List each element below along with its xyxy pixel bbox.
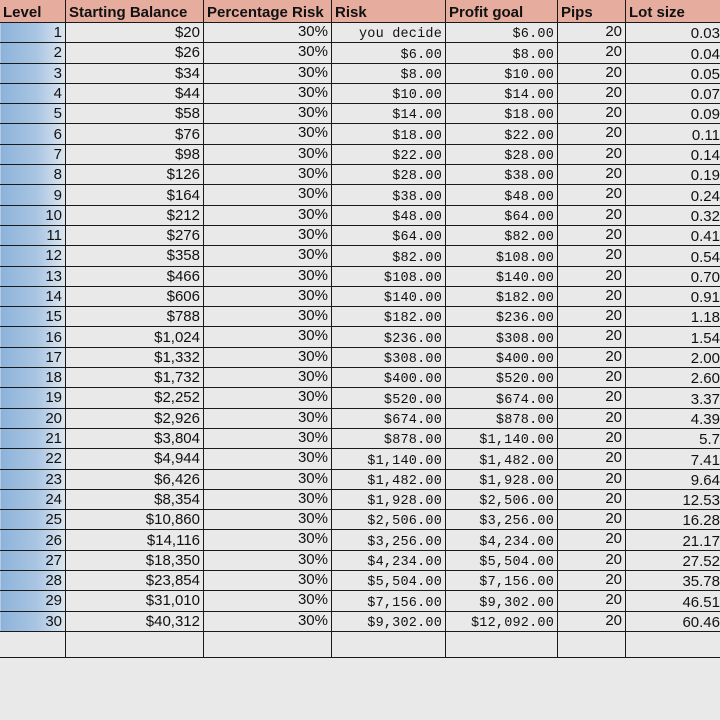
cell-risk[interactable]: $4,234.00 bbox=[332, 550, 446, 570]
cell-level[interactable]: 13 bbox=[0, 266, 66, 286]
cell-percentage-risk[interactable]: 30% bbox=[204, 489, 332, 509]
cell-pips[interactable]: 20 bbox=[558, 368, 626, 388]
table-row bbox=[0, 347, 720, 367]
cell-level[interactable]: 22 bbox=[0, 449, 66, 469]
cell-percentage-risk[interactable]: 30% bbox=[204, 550, 332, 570]
cell-starting-balance[interactable]: $358 bbox=[66, 246, 204, 266]
cell-pips[interactable]: 20 bbox=[558, 571, 626, 591]
cell-starting-balance[interactable]: $58 bbox=[66, 104, 204, 124]
cell-profit-goal[interactable]: $12,092.00 bbox=[446, 611, 558, 631]
cell-pips[interactable]: 20 bbox=[558, 428, 626, 448]
cell-risk[interactable]: $8.00 bbox=[332, 63, 446, 83]
cell-risk[interactable]: $14.00 bbox=[332, 104, 446, 124]
cell-level[interactable]: 18 bbox=[0, 368, 66, 388]
cell-risk[interactable]: $1,482.00 bbox=[332, 469, 446, 489]
cell-pips[interactable]: 20 bbox=[558, 185, 626, 205]
cell-risk[interactable]: $28.00 bbox=[332, 165, 446, 185]
table-row bbox=[0, 104, 720, 124]
empty-row bbox=[0, 631, 720, 657]
table-row bbox=[0, 388, 720, 408]
cell-level[interactable]: 24 bbox=[0, 489, 66, 509]
cell-level[interactable]: 20 bbox=[0, 408, 66, 428]
cell-pips[interactable]: 20 bbox=[558, 469, 626, 489]
empty-cell[interactable] bbox=[558, 631, 626, 657]
cell-starting-balance[interactable]: $606 bbox=[66, 286, 204, 306]
cell-starting-balance[interactable]: $1,332 bbox=[66, 347, 204, 367]
cell-percentage-risk[interactable]: 30% bbox=[204, 388, 332, 408]
cell-lot-size[interactable]: 5.7 bbox=[626, 428, 720, 448]
cell-profit-goal[interactable]: $14.00 bbox=[446, 83, 558, 103]
table-row bbox=[0, 63, 720, 83]
cell-level[interactable]: 15 bbox=[0, 307, 66, 327]
cell-risk[interactable]: $236.00 bbox=[332, 327, 446, 347]
cell-profit-goal[interactable]: $38.00 bbox=[446, 165, 558, 185]
cell-percentage-risk[interactable]: 30% bbox=[204, 205, 332, 225]
cell-pips[interactable]: 20 bbox=[558, 63, 626, 83]
empty-cell[interactable] bbox=[446, 631, 558, 657]
cell-percentage-risk[interactable]: 30% bbox=[204, 571, 332, 591]
cell-percentage-risk[interactable]: 30% bbox=[204, 185, 332, 205]
cell-risk[interactable]: $140.00 bbox=[332, 286, 446, 306]
table-row bbox=[0, 510, 720, 530]
cell-percentage-risk[interactable]: 30% bbox=[204, 347, 332, 367]
cell-lot-size[interactable]: 16.28 bbox=[626, 510, 720, 530]
cell-risk[interactable]: $400.00 bbox=[332, 368, 446, 388]
cell-pips[interactable]: 20 bbox=[558, 225, 626, 245]
header-row bbox=[0, 0, 720, 23]
cell-starting-balance[interactable]: $8,354 bbox=[66, 489, 204, 509]
cell-lot-size[interactable]: 0.11 bbox=[626, 124, 720, 144]
cell-risk[interactable]: $674.00 bbox=[332, 408, 446, 428]
cell-profit-goal[interactable]: $140.00 bbox=[446, 266, 558, 286]
table-row bbox=[0, 550, 720, 570]
cell-pips[interactable]: 20 bbox=[558, 327, 626, 347]
cell-profit-goal[interactable]: $6.00 bbox=[446, 23, 558, 43]
cell-lot-size[interactable]: 4.39 bbox=[626, 408, 720, 428]
cell-pips[interactable]: 20 bbox=[558, 408, 626, 428]
table-row bbox=[0, 246, 720, 266]
cell-profit-goal[interactable]: $308.00 bbox=[446, 327, 558, 347]
cell-profit-goal[interactable]: $48.00 bbox=[446, 185, 558, 205]
cell-starting-balance[interactable]: $466 bbox=[66, 266, 204, 286]
cell-risk[interactable]: $38.00 bbox=[332, 185, 446, 205]
table-row bbox=[0, 489, 720, 509]
cell-level[interactable]: 3 bbox=[0, 63, 66, 83]
cell-profit-goal[interactable]: $108.00 bbox=[446, 246, 558, 266]
cell-profit-goal[interactable]: $22.00 bbox=[446, 124, 558, 144]
cell-percentage-risk[interactable]: 30% bbox=[204, 225, 332, 245]
cell-starting-balance[interactable]: $40,312 bbox=[66, 611, 204, 631]
cell-level[interactable]: 6 bbox=[0, 124, 66, 144]
cell-risk[interactable]: $82.00 bbox=[332, 246, 446, 266]
cell-starting-balance[interactable]: $10,860 bbox=[66, 510, 204, 530]
cell-percentage-risk[interactable]: 30% bbox=[204, 144, 332, 164]
cell-percentage-risk[interactable]: 30% bbox=[204, 246, 332, 266]
header-pips[interactable]: Pips bbox=[558, 0, 626, 23]
cell-risk[interactable]: $9,302.00 bbox=[332, 611, 446, 631]
cell-percentage-risk[interactable]: 30% bbox=[204, 408, 332, 428]
cell-starting-balance[interactable]: $98 bbox=[66, 144, 204, 164]
cell-level[interactable]: 30 bbox=[0, 611, 66, 631]
cell-lot-size[interactable]: 27.52 bbox=[626, 550, 720, 570]
cell-starting-balance[interactable]: $3,804 bbox=[66, 428, 204, 448]
cell-lot-size[interactable]: 0.14 bbox=[626, 144, 720, 164]
header-profit-goal[interactable]: Profit goal bbox=[446, 0, 558, 23]
cell-starting-balance[interactable]: $14,116 bbox=[66, 530, 204, 550]
cell-percentage-risk[interactable]: 30% bbox=[204, 43, 332, 63]
cell-starting-balance[interactable]: $2,252 bbox=[66, 388, 204, 408]
cell-percentage-risk[interactable]: 30% bbox=[204, 611, 332, 631]
cell-level[interactable]: 16 bbox=[0, 327, 66, 347]
empty-cell[interactable] bbox=[66, 631, 204, 657]
cell-risk[interactable]: $48.00 bbox=[332, 205, 446, 225]
cell-percentage-risk[interactable]: 30% bbox=[204, 286, 332, 306]
header-starting-balance[interactable]: Starting Balance bbox=[66, 0, 204, 23]
cell-risk[interactable]: $5,504.00 bbox=[332, 571, 446, 591]
cell-lot-size[interactable]: 35.78 bbox=[626, 571, 720, 591]
cell-lot-size[interactable]: 1.54 bbox=[626, 327, 720, 347]
table-row bbox=[0, 124, 720, 144]
table-row bbox=[0, 165, 720, 185]
cell-profit-goal[interactable]: $4,234.00 bbox=[446, 530, 558, 550]
cell-starting-balance[interactable]: $34 bbox=[66, 63, 204, 83]
cell-profit-goal[interactable]: $1,928.00 bbox=[446, 469, 558, 489]
cell-lot-size[interactable]: 46.51 bbox=[626, 591, 720, 611]
cell-pips[interactable]: 20 bbox=[558, 286, 626, 306]
table-row bbox=[0, 23, 720, 43]
cell-profit-goal[interactable]: $28.00 bbox=[446, 144, 558, 164]
cell-profit-goal[interactable]: $674.00 bbox=[446, 388, 558, 408]
cell-pips[interactable]: 20 bbox=[558, 611, 626, 631]
cell-level[interactable]: 12 bbox=[0, 246, 66, 266]
cell-pips[interactable]: 20 bbox=[558, 144, 626, 164]
cell-lot-size[interactable]: 0.41 bbox=[626, 225, 720, 245]
table-row bbox=[0, 611, 720, 631]
table-row bbox=[0, 266, 720, 286]
cell-percentage-risk[interactable]: 30% bbox=[204, 591, 332, 611]
cell-percentage-risk[interactable]: 30% bbox=[204, 63, 332, 83]
cell-level[interactable]: 2 bbox=[0, 43, 66, 63]
cell-starting-balance[interactable]: $212 bbox=[66, 205, 204, 225]
table-row bbox=[0, 43, 720, 63]
cell-risk[interactable]: $7,156.00 bbox=[332, 591, 446, 611]
cell-lot-size[interactable]: 3.37 bbox=[626, 388, 720, 408]
cell-percentage-risk[interactable]: 30% bbox=[204, 449, 332, 469]
cell-lot-size[interactable]: 0.05 bbox=[626, 63, 720, 83]
cell-profit-goal[interactable]: $18.00 bbox=[446, 104, 558, 124]
table-row bbox=[0, 205, 720, 225]
cell-lot-size[interactable]: 0.07 bbox=[626, 83, 720, 103]
cell-lot-size[interactable]: 0.09 bbox=[626, 104, 720, 124]
cell-percentage-risk[interactable]: 30% bbox=[204, 469, 332, 489]
cell-pips[interactable]: 20 bbox=[558, 550, 626, 570]
cell-lot-size[interactable]: 7.41 bbox=[626, 449, 720, 469]
cell-percentage-risk[interactable]: 30% bbox=[204, 124, 332, 144]
cell-lot-size[interactable]: 2.00 bbox=[626, 347, 720, 367]
cell-pips[interactable]: 20 bbox=[558, 43, 626, 63]
cell-starting-balance[interactable]: $276 bbox=[66, 225, 204, 245]
cell-risk[interactable]: $308.00 bbox=[332, 347, 446, 367]
cell-level[interactable]: 26 bbox=[0, 530, 66, 550]
cell-lot-size[interactable]: 0.32 bbox=[626, 205, 720, 225]
cell-lot-size[interactable]: 0.19 bbox=[626, 165, 720, 185]
cell-profit-goal[interactable]: $236.00 bbox=[446, 307, 558, 327]
cell-starting-balance[interactable]: $1,732 bbox=[66, 368, 204, 388]
cell-profit-goal[interactable]: $5,504.00 bbox=[446, 550, 558, 570]
cell-profit-goal[interactable]: $7,156.00 bbox=[446, 571, 558, 591]
cell-level[interactable]: 5 bbox=[0, 104, 66, 124]
empty-cell[interactable] bbox=[0, 631, 66, 657]
header-risk[interactable]: Risk bbox=[332, 0, 446, 23]
cell-pips[interactable]: 20 bbox=[558, 246, 626, 266]
cell-percentage-risk[interactable]: 30% bbox=[204, 23, 332, 43]
cell-lot-size[interactable]: 0.54 bbox=[626, 246, 720, 266]
cell-starting-balance[interactable]: $4,944 bbox=[66, 449, 204, 469]
cell-pips[interactable]: 20 bbox=[558, 83, 626, 103]
cell-starting-balance[interactable]: $20 bbox=[66, 23, 204, 43]
table-row bbox=[0, 591, 720, 611]
cell-starting-balance[interactable]: $23,854 bbox=[66, 571, 204, 591]
cell-risk[interactable]: you decide bbox=[332, 23, 446, 43]
cell-lot-size[interactable]: 1.18 bbox=[626, 307, 720, 327]
table-row bbox=[0, 571, 720, 591]
cell-starting-balance[interactable]: $164 bbox=[66, 185, 204, 205]
cell-level[interactable]: 10 bbox=[0, 205, 66, 225]
cell-percentage-risk[interactable]: 30% bbox=[204, 307, 332, 327]
cell-pips[interactable]: 20 bbox=[558, 449, 626, 469]
empty-cell[interactable] bbox=[626, 631, 720, 657]
cell-percentage-risk[interactable]: 30% bbox=[204, 327, 332, 347]
cell-level[interactable]: 29 bbox=[0, 591, 66, 611]
cell-profit-goal[interactable]: $10.00 bbox=[446, 63, 558, 83]
cell-risk[interactable]: $10.00 bbox=[332, 83, 446, 103]
cell-risk[interactable]: $108.00 bbox=[332, 266, 446, 286]
cell-pips[interactable]: 20 bbox=[558, 530, 626, 550]
cell-lot-size[interactable]: 9.64 bbox=[626, 469, 720, 489]
cell-profit-goal[interactable]: $9,302.00 bbox=[446, 591, 558, 611]
header-percentage-risk[interactable]: Percentage Risk bbox=[204, 0, 332, 23]
cell-starting-balance[interactable]: $788 bbox=[66, 307, 204, 327]
cell-percentage-risk[interactable]: 30% bbox=[204, 104, 332, 124]
cell-profit-goal[interactable]: $3,256.00 bbox=[446, 510, 558, 530]
cell-lot-size[interactable]: 0.91 bbox=[626, 286, 720, 306]
cell-level[interactable]: 4 bbox=[0, 83, 66, 103]
cell-risk[interactable]: $3,256.00 bbox=[332, 530, 446, 550]
cell-level[interactable]: 27 bbox=[0, 550, 66, 570]
cell-profit-goal[interactable]: $520.00 bbox=[446, 368, 558, 388]
cell-pips[interactable]: 20 bbox=[558, 510, 626, 530]
cell-percentage-risk[interactable]: 30% bbox=[204, 530, 332, 550]
cell-risk[interactable]: $1,928.00 bbox=[332, 489, 446, 509]
cell-level[interactable]: 9 bbox=[0, 185, 66, 205]
table-row bbox=[0, 327, 720, 347]
cell-risk[interactable]: $182.00 bbox=[332, 307, 446, 327]
cell-lot-size[interactable]: 0.70 bbox=[626, 266, 720, 286]
cell-level[interactable]: 17 bbox=[0, 347, 66, 367]
cell-starting-balance[interactable]: $26 bbox=[66, 43, 204, 63]
cell-risk[interactable]: $520.00 bbox=[332, 388, 446, 408]
cell-starting-balance[interactable]: $1,024 bbox=[66, 327, 204, 347]
cell-percentage-risk[interactable]: 30% bbox=[204, 83, 332, 103]
table-row bbox=[0, 530, 720, 550]
header-level[interactable]: Level bbox=[0, 0, 66, 23]
cell-risk[interactable]: $6.00 bbox=[332, 43, 446, 63]
cell-percentage-risk[interactable]: 30% bbox=[204, 266, 332, 286]
cell-level[interactable]: 1 bbox=[0, 23, 66, 43]
cell-pips[interactable]: 20 bbox=[558, 347, 626, 367]
table-row bbox=[0, 368, 720, 388]
cell-pips[interactable]: 20 bbox=[558, 489, 626, 509]
cell-pips[interactable]: 20 bbox=[558, 205, 626, 225]
table-row bbox=[0, 185, 720, 205]
cell-lot-size[interactable]: 21.17 bbox=[626, 530, 720, 550]
table-row bbox=[0, 225, 720, 245]
table-row bbox=[0, 144, 720, 164]
cell-starting-balance[interactable]: $44 bbox=[66, 83, 204, 103]
empty-cell[interactable] bbox=[204, 631, 332, 657]
cell-lot-size[interactable]: 0.03 bbox=[626, 23, 720, 43]
cell-starting-balance[interactable]: $126 bbox=[66, 165, 204, 185]
cell-level[interactable]: 14 bbox=[0, 286, 66, 306]
cell-percentage-risk[interactable]: 30% bbox=[204, 165, 332, 185]
cell-lot-size[interactable]: 0.04 bbox=[626, 43, 720, 63]
cell-percentage-risk[interactable]: 30% bbox=[204, 510, 332, 530]
cell-risk[interactable]: $878.00 bbox=[332, 428, 446, 448]
cell-level[interactable]: 8 bbox=[0, 165, 66, 185]
table-row bbox=[0, 408, 720, 428]
cell-percentage-risk[interactable]: 30% bbox=[204, 368, 332, 388]
header-lot-size[interactable]: Lot size bbox=[626, 0, 720, 23]
cell-risk[interactable]: $64.00 bbox=[332, 225, 446, 245]
cell-lot-size[interactable]: 60.46 bbox=[626, 611, 720, 631]
cell-level[interactable]: 25 bbox=[0, 510, 66, 530]
cell-level[interactable]: 7 bbox=[0, 144, 66, 164]
empty-cell[interactable] bbox=[332, 631, 446, 657]
cell-level[interactable]: 23 bbox=[0, 469, 66, 489]
cell-pips[interactable]: 20 bbox=[558, 307, 626, 327]
cell-risk[interactable]: $22.00 bbox=[332, 144, 446, 164]
cell-starting-balance[interactable]: $18,350 bbox=[66, 550, 204, 570]
cell-risk[interactable]: $1,140.00 bbox=[332, 449, 446, 469]
cell-starting-balance[interactable]: $76 bbox=[66, 124, 204, 144]
cell-profit-goal[interactable]: $1,140.00 bbox=[446, 428, 558, 448]
cell-profit-goal[interactable]: $82.00 bbox=[446, 225, 558, 245]
table-row bbox=[0, 449, 720, 469]
cell-level[interactable]: 19 bbox=[0, 388, 66, 408]
cell-pips[interactable]: 20 bbox=[558, 591, 626, 611]
table-row bbox=[0, 428, 720, 448]
cell-lot-size[interactable]: 12.53 bbox=[626, 489, 720, 509]
cell-level[interactable]: 28 bbox=[0, 571, 66, 591]
cell-level[interactable]: 11 bbox=[0, 225, 66, 245]
table-row bbox=[0, 307, 720, 327]
table-row bbox=[0, 83, 720, 103]
cell-pips[interactable]: 20 bbox=[558, 266, 626, 286]
cell-starting-balance[interactable]: $31,010 bbox=[66, 591, 204, 611]
cell-pips[interactable]: 20 bbox=[558, 165, 626, 185]
cell-pips[interactable]: 20 bbox=[558, 104, 626, 124]
cell-profit-goal[interactable]: $64.00 bbox=[446, 205, 558, 225]
cell-profit-goal[interactable]: $400.00 bbox=[446, 347, 558, 367]
cell-lot-size[interactable]: 0.24 bbox=[626, 185, 720, 205]
cell-starting-balance[interactable]: $6,426 bbox=[66, 469, 204, 489]
cell-pips[interactable]: 20 bbox=[558, 124, 626, 144]
table-row bbox=[0, 286, 720, 306]
table-row bbox=[0, 469, 720, 489]
cell-profit-goal[interactable]: $1,482.00 bbox=[446, 449, 558, 469]
cell-profit-goal[interactable]: $182.00 bbox=[446, 286, 558, 306]
cell-lot-size[interactable]: 2.60 bbox=[626, 368, 720, 388]
cell-profit-goal[interactable]: $2,506.00 bbox=[446, 489, 558, 509]
cell-starting-balance[interactable]: $2,926 bbox=[66, 408, 204, 428]
cell-pips[interactable]: 20 bbox=[558, 23, 626, 43]
cell-profit-goal[interactable]: $878.00 bbox=[446, 408, 558, 428]
cell-pips[interactable]: 20 bbox=[558, 388, 626, 408]
cell-risk[interactable]: $2,506.00 bbox=[332, 510, 446, 530]
cell-profit-goal[interactable]: $8.00 bbox=[446, 43, 558, 63]
cell-risk[interactable]: $18.00 bbox=[332, 124, 446, 144]
cell-level[interactable]: 21 bbox=[0, 428, 66, 448]
cell-percentage-risk[interactable]: 30% bbox=[204, 428, 332, 448]
